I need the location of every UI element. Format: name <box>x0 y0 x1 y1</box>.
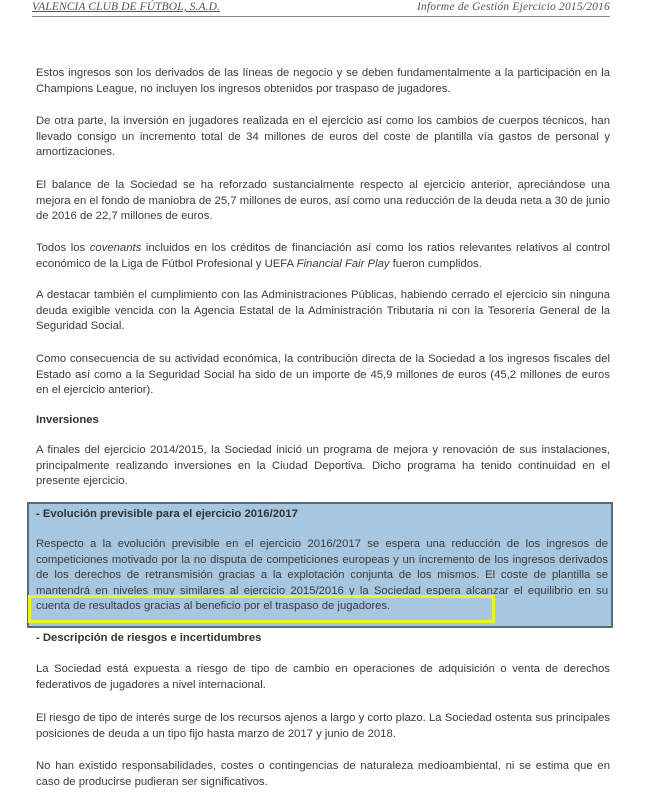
paragraph-text: Como consecuencia de su actividad económica, la contribución directa de la Sociedad a los ingresos fiscales del Estado así como a la Seguridad Social ha sido de un importe de 45,9 millones de euros (45,2 millones de euros en el ejercicio anterior). <box>36 353 610 397</box>
paragraph-ingresos <box>36 66 610 97</box>
paragraph-text: Respecto a la evolución previsible en el ejercicio 2016/2017 se espera una reducción de los ingresos de competiciones motivado por la no disputa de competiciones europeas y un incremento de los ingresos derivados de los derechos de retransmisión gracias a la explotación conjunta de los mismos. El coste de plantilla se mantendrá en niveles muy similares al ejercicio 2015/2016 y la Sociedad espera alcanzar el equilibrio en su cuenta de resultados gracias al beneficio por el traspaso de jugadores. <box>36 538 608 613</box>
paragraph-covenants <box>36 241 610 272</box>
paragraph-text: De otra parte, la inversión en jugadores realizada en el ejercicio así como los cambios de cuerpos técnicos, han llevado consigo un incremento total de 34 millones de euros del coste de plantilla vía gastos de personal y amortizaciones. <box>36 115 610 159</box>
paragraph-tipo-cambio <box>36 662 610 693</box>
company-name: VALENCIA CLUB DE FÚTBOL, S.A.D. <box>32 1 220 13</box>
paragraph-inversiones <box>36 443 610 490</box>
paragraph-text: La Sociedad está expuesta a riesgo de tipo de cambio en operaciones de adquisición o venta de derechos federativos de jugadores a nivel internacional. <box>36 663 610 691</box>
paragraph-text: Estos ingresos son los derivados de las líneas de negocio y se deben fundamentalmente a la participación en la Champions League, no incluyen los ingresos obtenidos por traspaso de jugadores. <box>36 67 610 95</box>
paragraph-inversion-jugadores <box>36 114 610 161</box>
paragraph-administraciones <box>36 288 610 335</box>
text-run: incluidos en los créditos de financiación así como los ratios relevantes relativos al control económico de la Liga de Fútbol Profesional y UEFA <box>36 242 610 270</box>
paragraph-medioambiental <box>36 759 610 790</box>
paragraph-text: A finales del ejercicio 2014/2015, la Sociedad inició un programa de mejora y renovación de sus instalaciones, principalmente realizando inversiones en la Ciudad Deportiva. Dicho programa ha tenido continuidad en el presente ejercicio. <box>36 444 610 488</box>
text-run: Todos los <box>36 242 90 254</box>
paragraph-text: A destacar también el cumplimiento con las Administraciones Públicas, habiendo cerrado el ejercicio sin ninguna deuda exigible vencida con la Agencia Estatal de la Administración Tributaria ni con la Tesorería General de la Seguridad Social. <box>36 289 610 333</box>
section-evolucion <box>36 508 608 520</box>
section-heading: - Evolución previsible para el ejercicio 2016/2017 <box>36 508 298 520</box>
section-inversiones <box>36 414 610 426</box>
text-run: fueron cumplidos. <box>389 257 482 270</box>
section-riesgos <box>36 632 610 644</box>
page-header <box>32 1 610 17</box>
section-heading: Inversiones <box>36 414 99 426</box>
section-heading: - Descripción de riesgos e incertidumbres <box>36 632 262 644</box>
paragraph-text: El balance de la Sociedad se ha reforzado sustancialmente respecto al ejercicio anterior, apreciándose una mejora en el fondo de maniobra de 25,7 millones de euros, así como una reducción de la deuda neta a 30 de junio de 2016 de 22,7 millones de euros. <box>36 179 610 223</box>
report-title: Informe de Gestión Ejercicio 2015/2016 <box>416 1 610 13</box>
paragraph-text: No han existido responsabilidades, costes o contingencias de naturaleza medioambiental, ni se estima que en caso de producirse pudieran ser significativos. <box>36 760 610 788</box>
paragraph-tipo-interes <box>36 711 610 742</box>
paragraph-balance <box>36 178 610 225</box>
italic-term: Financial Fair Play <box>296 257 390 270</box>
paragraph-contribucion <box>36 352 610 399</box>
italic-term: covenants <box>89 242 142 254</box>
paragraph-text: El riesgo de tipo de interés surge de los recursos ajenos a largo y corto plazo. La Sociedad ostenta sus principales posiciones de deuda a un tipo fijo hasta marzo de 2017 y junio de 2018. <box>36 712 610 740</box>
yellow-highlight-annotation <box>28 595 495 623</box>
paragraph-text <box>36 241 610 272</box>
